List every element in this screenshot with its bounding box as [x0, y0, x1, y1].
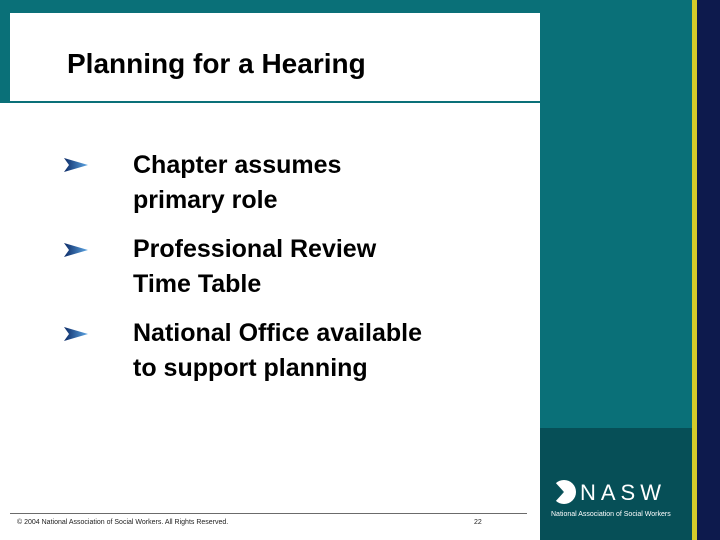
bullet-text	[133, 316, 533, 386]
bullet-line: Chapter assumes	[133, 151, 342, 179]
logo-letters: NASW	[580, 480, 666, 505]
page-number: 22	[474, 519, 482, 526]
arrow-bullet-icon	[62, 326, 90, 342]
logo-tagline: National Association of Social Workers	[551, 511, 671, 518]
left-teal-bar	[0, 0, 10, 103]
arrow-bullet-icon	[62, 242, 90, 258]
top-teal-bar	[0, 0, 540, 13]
arrow-bullet-icon	[62, 157, 90, 173]
bullet-line: primary role	[133, 186, 278, 214]
title-underline	[10, 101, 540, 103]
nasw-logo	[550, 478, 682, 522]
bullet-line: to support planning	[133, 354, 368, 382]
navy-strip	[697, 0, 720, 540]
nasw-sunburst-icon	[550, 478, 578, 506]
footer-copyright: © 2004 National Association of Social Workers. All Rights Reserved.	[17, 519, 229, 526]
bullet-text	[133, 148, 533, 218]
bullet-line: National Office available	[133, 319, 422, 347]
bullet-text	[133, 232, 533, 302]
bullet-line: Professional Review	[133, 235, 377, 263]
footer-divider	[10, 513, 527, 514]
bullet-line: Time Table	[133, 270, 262, 298]
slide-title: Planning for a Hearing	[67, 48, 366, 79]
